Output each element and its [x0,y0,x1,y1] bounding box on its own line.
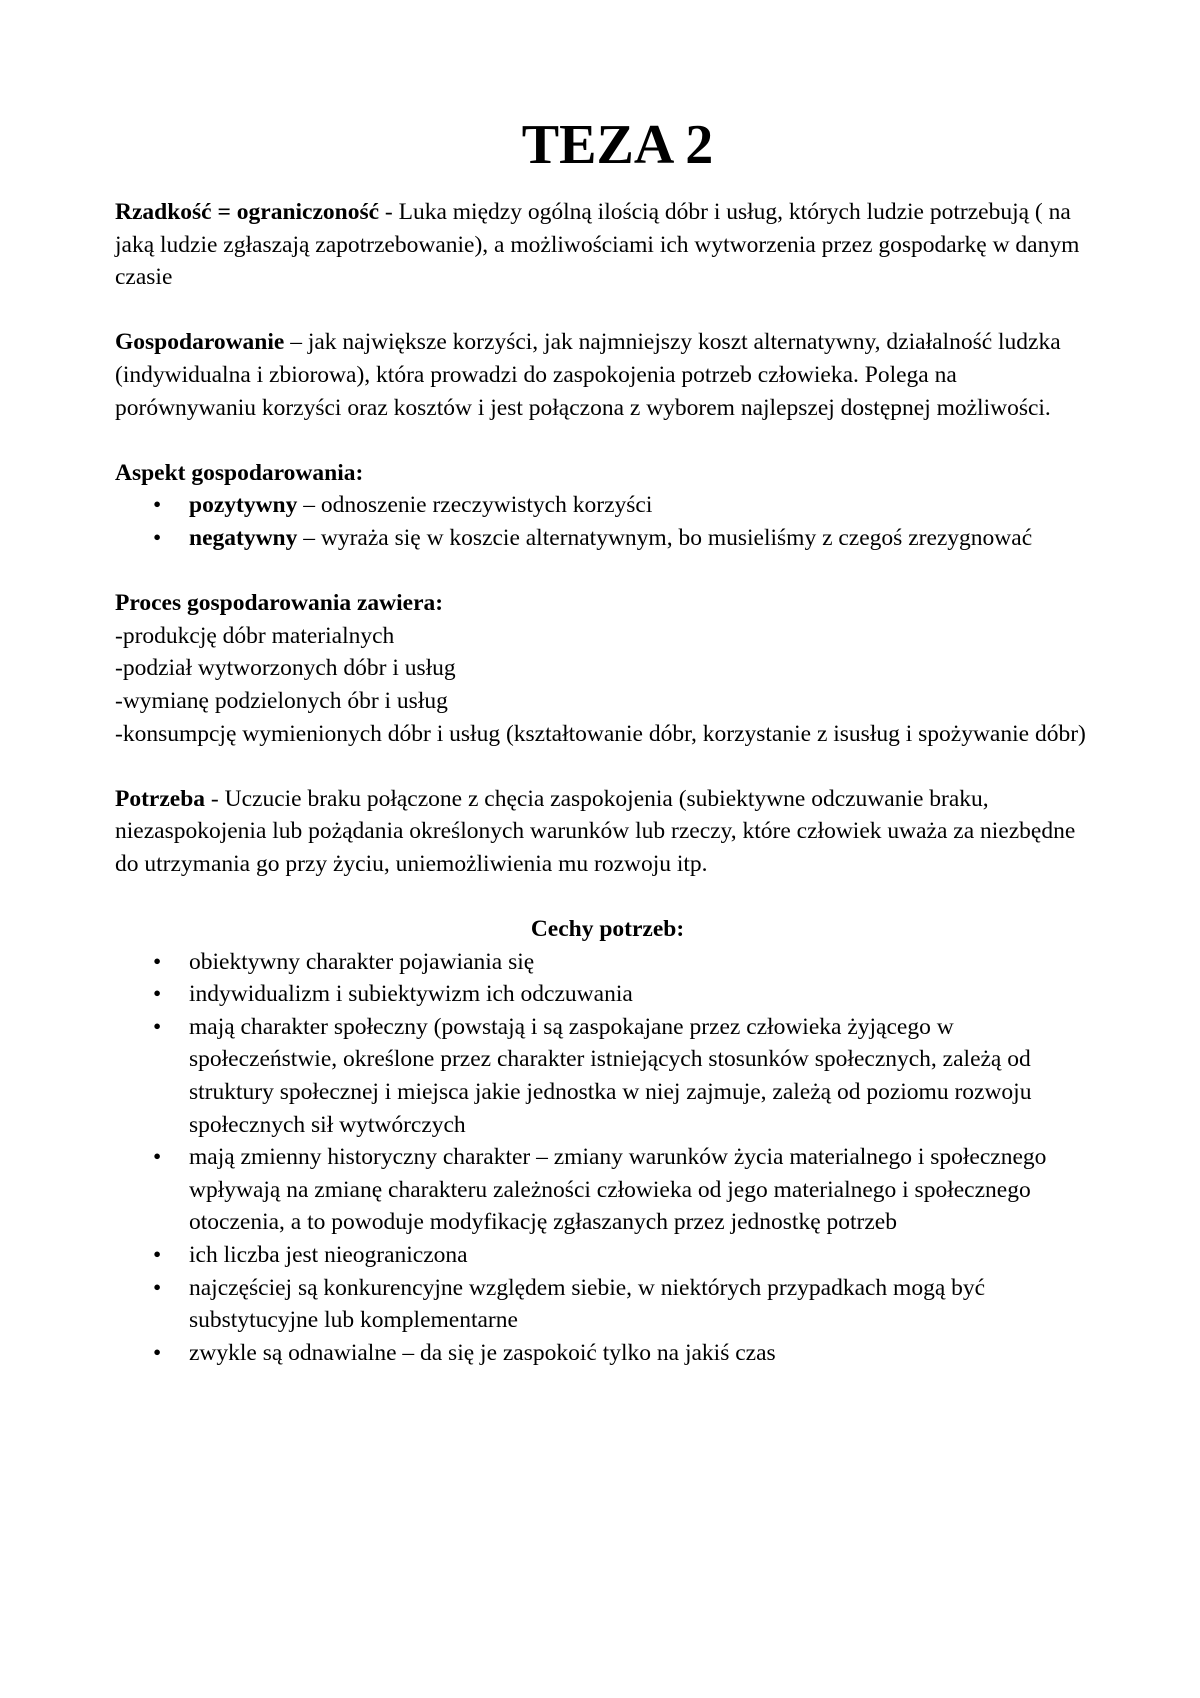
list-item [115,522,1100,555]
gospodarowanie-text: – jak największe korzyści, jak najmniejszy koszt alternatywny, działalność ludzka (indywidualna i zbiorowa), która prowadzi do zaspokojenia potrzeb człowieka. Polega na porównywaniu korzyści oraz kosztów i jest połączona z wyborem najlepszej dostępnej możliwości. [115,329,1061,421]
potrzeba-text: - Uczucie braku połączone z chęcia zaspokojenia (subiektywne odczuwanie braku, niezaspokojenia lub pożądania określonych warunków lub rzeczy, które człowiek uważa za niezbędne do utrzymania go przy życiu, uniemożliwienia mu rozwoju itp. [115,785,1076,877]
gospodarowanie-paragraph [115,326,1100,424]
cechy-heading: Cechy potrzeb: [530,916,685,943]
list-item [115,1272,1100,1337]
proces-line: -produkcję dóbr materialnych [115,622,395,649]
bullet-icon: • [153,1242,162,1268]
cechy-item-text: najczęściej są konkurencyjne względem siebie, w niektórych przypadkach mogą być substytucyjne lub komplementarne [189,1274,986,1334]
cechy-list [115,946,1100,1370]
proces-line: -konsumpcję wymienionych dóbr i usług (kształtowanie dóbr, korzystanie z isusług i spożywanie dóbr) [115,720,1086,747]
aspekt-list [115,489,1100,554]
rzadkosc-text: - Luka między ogólną ilością dóbr i usług, których ludzie potrzebują ( na jaką ludzie zgłaszają zapotrzebowanie), a możliwościami ich wytworzenia przez gospodarkę w danym czasie [115,199,1080,291]
list-item [115,1011,1100,1141]
proces-line: -podział wytworzonych dóbr i usług [115,655,456,682]
list-item [115,1141,1100,1239]
gospodarowanie-term: Gospodarowanie [115,329,285,356]
aspekt-item-text: – wyraża się w koszcie alternatywnym, bo musieliśmy z czegoś zrezygnować [297,524,1033,551]
bullet-icon: • [153,1274,162,1301]
aspekt-item-term: pozytywny [189,492,298,519]
bullet-icon: • [153,1013,162,1040]
aspekt-item-text: – odnoszenie rzeczywistych korzyści [297,492,653,519]
bullet-icon: • [153,948,162,975]
list-item [115,489,1100,522]
rzadkosc-term: Rzadkość = ograniczoność [115,199,380,225]
bullet-icon: • [153,1144,162,1171]
cechy-item-text: zwykle są odnawialne – da się je zaspokoić tylko na jakiś czas [189,1339,776,1366]
list-item [115,978,1100,1011]
list-item [115,1337,1100,1370]
aspekt-heading: Aspekt gospodarowania: [115,459,364,486]
bullet-icon: • [153,492,162,519]
aspekt-item-term: negatywny [189,524,298,551]
document-page [115,112,1100,1369]
bullet-icon: • [153,524,162,551]
cechy-item-text: mają zmienny historyczny charakter – zmiany warunków życia materialnego i społecznego wpływają na zmianę charakteru zależności człowieka od jego materialnego i społecznego otoczenia, a to powoduje modyfikację zgłaszanych przez jednostkę potrzeb [189,1144,1047,1236]
proces-line: -wymianę podzielonych óbr i usług [115,687,448,714]
cechy-item-text: mają charakter społeczny (powstają i są zaspokajane przez człowieka żyjącego w społeczeństwie, określone przez charakter istniejących stosunków społecznych, zależą od struktury społecznej i miejsca jakie jednostka w niej zajmuje, zależą od poziomu rozwoju społecznych sił wytwórczych [189,1013,1032,1138]
cechy-item-text: indywidualizm i subiektywizm ich odczuwania [189,981,633,1008]
cechy-item-text: ich liczba jest nieograniczona [189,1242,468,1268]
cechy-item-text: obiektywny charakter pojawiania się [189,948,535,975]
rzadkosc-paragraph [115,196,1100,294]
list-item [115,1239,1100,1272]
bullet-icon: • [153,981,162,1008]
bullet-icon: • [153,1339,162,1366]
page-title: TEZA 2 [521,114,714,176]
list-item [115,946,1100,979]
proces-heading: Proces gospodarowania zawiera: [115,590,444,617]
potrzeba-term: Potrzeba [115,785,206,812]
potrzeba-paragraph [115,783,1100,881]
